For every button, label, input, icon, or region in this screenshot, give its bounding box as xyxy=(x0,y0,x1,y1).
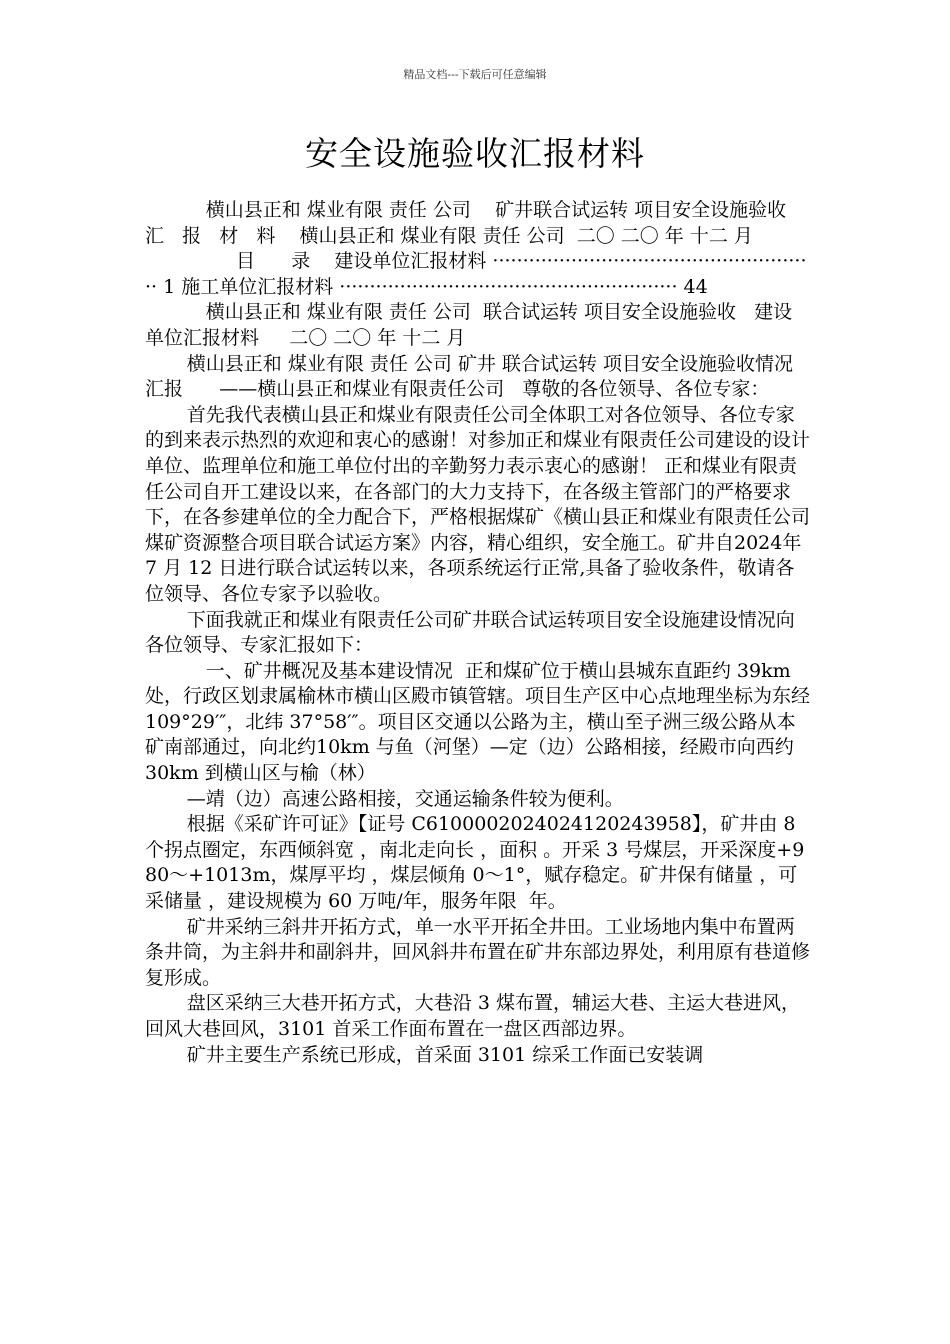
body-paragraph: 首先我代表横山县正和煤业有限责任公司全体职工对各位领导、各位专家的到来表示热烈的欢迎和衷心的感谢！对参加正和煤业有限责任公司建设的设计单位、监理单位和施工单位付出的辛勤努力表示衷心的感谢！ 正和煤业有限责任公司自开工建设以来，在各部门的大力支持下，在各级主管部门的严格要求下，在各参建单位的全力配合下，严格根据煤矿《横山县正和煤业有限责任公司煤矿资源整合项目联合试运方案》内容，精心组织，安全施工。矿井自2024年 7 月 12 日进行联合试运转以来，各项系统运行正常,具备了验收条件，敬请各位领导、各位专家予以验收。 xyxy=(145,403,811,605)
body-paragraph: 根据《采矿许可证》【证号 C6100002024024120243958】，矿井由 8 个拐点圈定，东西倾斜宽 ，南北走向长 ，面积 。开采 3 号煤层，开采深度+980～+1013m，煤厚平均 ，煤层倾角 0～1°，赋存稳定。矿井保有储量 ，可采储量 ，建设规模为 60 万吨/年，服务年限 年。 xyxy=(145,813,805,913)
body-paragraph: 盘区采纳三大巷开拓方式，大巷沿 3 煤布置，辅运大巷、主运大巷进风，回风大巷回风，3101 首采工作面布置在一盘区西部边界。 xyxy=(145,992,800,1040)
cover-paragraph: 横山县正和 煤业有限 责任 公司 矿井联合试运转 项目安全设施验收 汇 报 材 料 横山县正和 煤业有限 责任 公司 二〇 二〇 年 十二 月 xyxy=(145,199,811,247)
body-paragraph: 矿井主要生产系统已形成，首采面 3101 综采工作面已安装调 xyxy=(186,1043,704,1066)
report-subtitle: 横山县正和 煤业有限 责任 公司 联合试运转 项目安全设施验收 建设单位汇报材料 二〇 二〇 年 十二 月 xyxy=(145,301,793,349)
document-body xyxy=(145,198,817,1068)
document-title: 安全设施验收汇报材料 xyxy=(305,134,645,173)
report-heading: 横山县正和 煤业有限 责任 公司 矿井 联合试运转 项目安全设施验收情况汇报 ——横山县正和煤业有限责任公司 尊敬的各位领导、各位专家： xyxy=(145,352,794,401)
body-paragraph: 矿井采纳三斜井开拓方式，单一水平开拓全井田。工业场地内集中布置两条井筒，为主斜井和副斜井，回风斜井布置在矿井东部边界处，利用原有巷道修复形成。 xyxy=(145,915,811,989)
header-note: 精品文档---下载后可任意编辑 xyxy=(403,68,547,81)
section-heading-overview: 一、矿井概况及基本建设情况 正和煤矿位于横山县城东直距约 39km 处，行政区划隶属榆林市横山区殿市镇管辖。项目生产区中心点地理坐标为东经 109°29′″，北纬 37°58′″。项目区交通以公路为主，横山至子洲三级公路从本矿南部通过，向北约10km 与鱼（河堡）—定（边）公路相接，经殿市向西约 30km 到横山区与榆（林） xyxy=(145,659,817,785)
body-paragraph: —靖（边）高速公路相接，交通运输条件较为便利。 xyxy=(186,787,624,810)
table-of-contents: 目 录 建设单位汇报材料 ······················································ 1 施工单位汇报材料 ························································ 44 xyxy=(145,250,807,298)
body-paragraph: 下面我就正和煤业有限责任公司矿井联合试运转项目安全设施建设情况向各位领导、专家汇报如下： xyxy=(145,608,795,657)
